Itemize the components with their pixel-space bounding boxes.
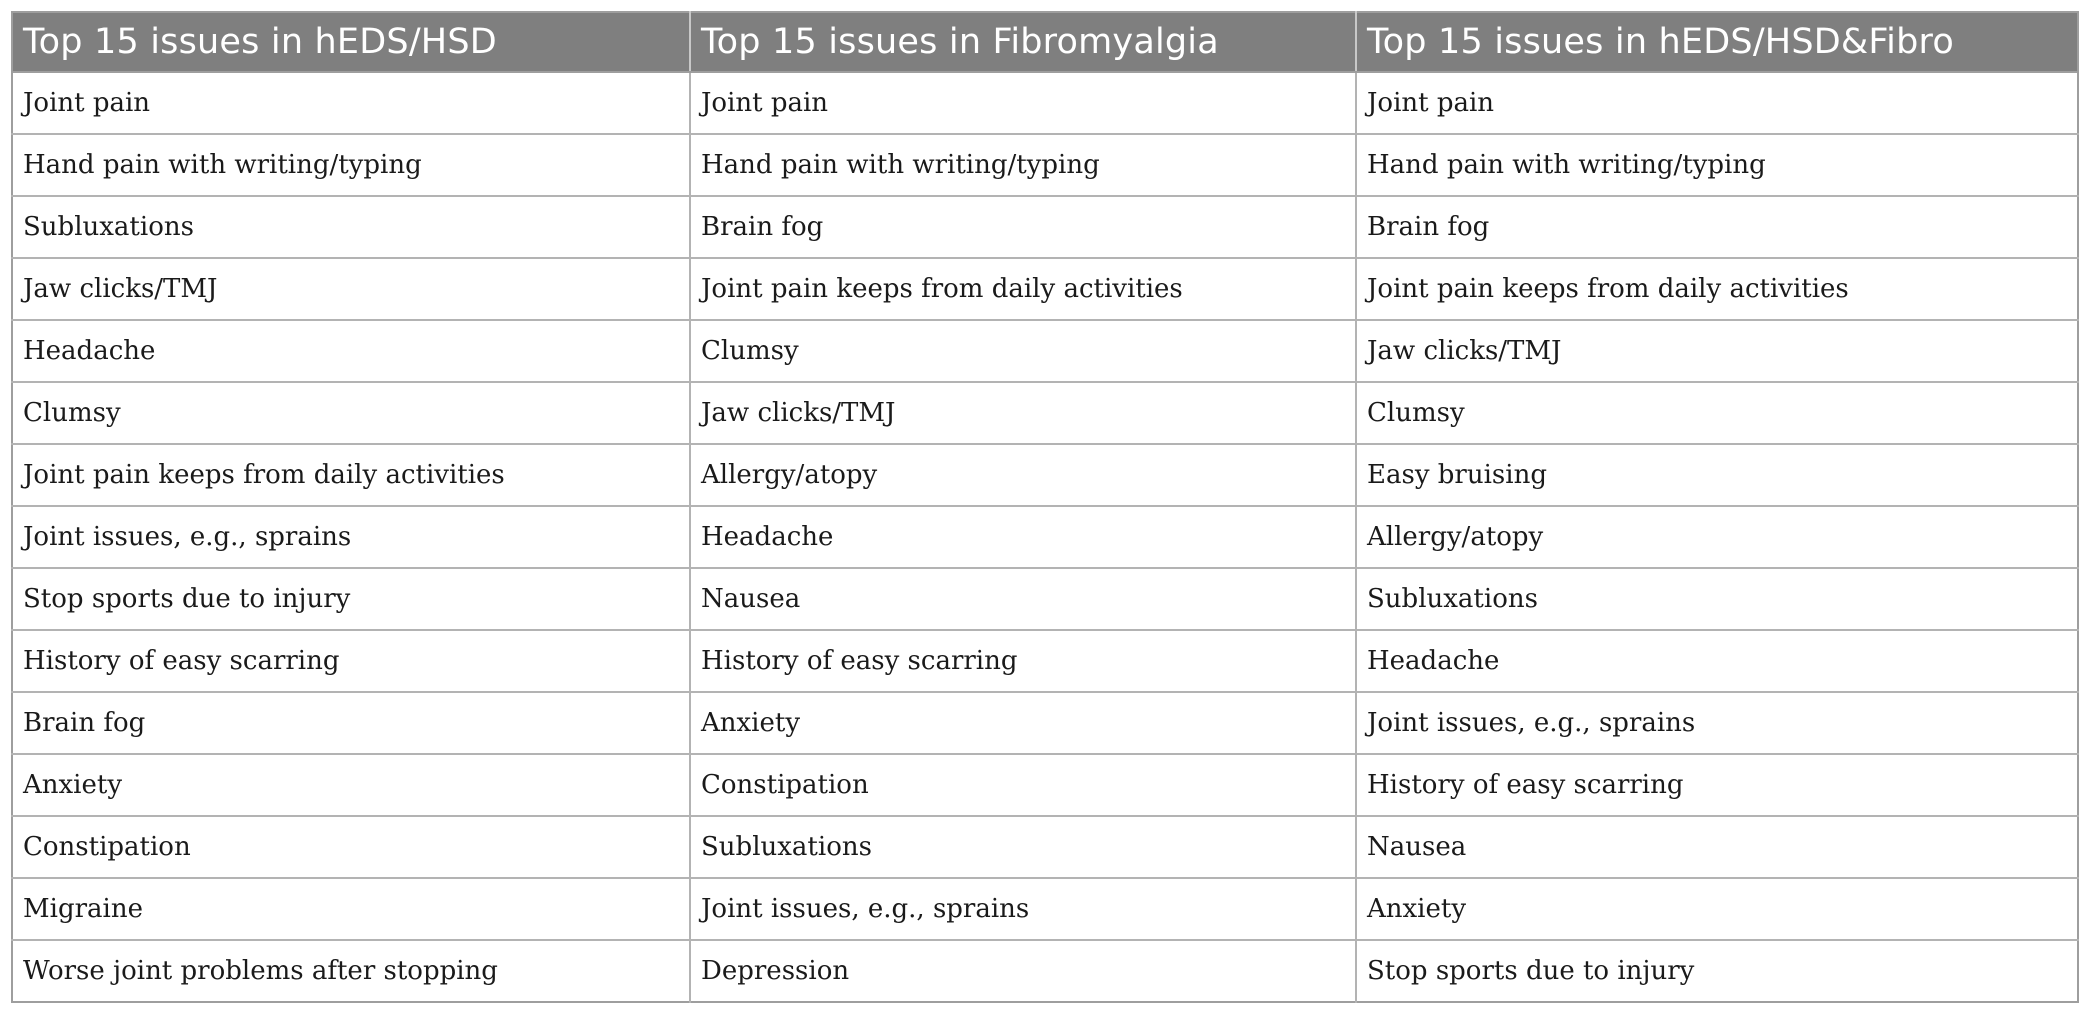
heds-hsd-fibro-cell: Anxiety xyxy=(1356,878,2078,940)
table-row xyxy=(12,692,2078,754)
heds-hsd-fibro-cell: Joint issues, e.g., sprains xyxy=(1356,692,2078,754)
table-row xyxy=(12,196,2078,258)
fibromyalgia-cell: Constipation xyxy=(690,754,1356,816)
heds-hsd-cell: Brain fog xyxy=(12,692,690,754)
heds-hsd-cell: Stop sports due to injury xyxy=(12,568,690,630)
table-row xyxy=(12,320,2078,382)
heds-hsd-fibro-cell: Hand pain with writing/typing xyxy=(1356,134,2078,196)
heds-hsd-cell: Subluxations xyxy=(12,196,690,258)
heds-hsd-fibro-cell: Allergy/atopy xyxy=(1356,506,2078,568)
table-row xyxy=(12,754,2078,816)
fibromyalgia-cell: Nausea xyxy=(690,568,1356,630)
header-heds-hsd: Top 15 issues in hEDS/HSD xyxy=(12,12,690,72)
heds-hsd-fibro-cell: Jaw clicks/TMJ xyxy=(1356,320,2078,382)
fibromyalgia-cell: Allergy/atopy xyxy=(690,444,1356,506)
heds-hsd-fibro-cell: Clumsy xyxy=(1356,382,2078,444)
table-row xyxy=(12,444,2078,506)
heds-hsd-cell: Anxiety xyxy=(12,754,690,816)
table-row xyxy=(12,940,2078,1002)
heds-hsd-cell: Joint pain xyxy=(12,72,690,134)
fibromyalgia-cell: Anxiety xyxy=(690,692,1356,754)
heds-hsd-cell: Jaw clicks/TMJ xyxy=(12,258,690,320)
fibromyalgia-cell: Hand pain with writing/typing xyxy=(690,134,1356,196)
heds-hsd-cell: Joint pain keeps from daily activities xyxy=(12,444,690,506)
fibromyalgia-cell: History of easy scarring xyxy=(690,630,1356,692)
fibromyalgia-cell: Joint issues, e.g., sprains xyxy=(690,878,1356,940)
heds-hsd-fibro-cell: Headache xyxy=(1356,630,2078,692)
heds-hsd-cell: Constipation xyxy=(12,816,690,878)
table-row xyxy=(12,382,2078,444)
heds-hsd-cell: Joint issues, e.g., sprains xyxy=(12,506,690,568)
table-row xyxy=(12,258,2078,320)
heds-hsd-fibro-cell: Joint pain xyxy=(1356,72,2078,134)
table-row xyxy=(12,506,2078,568)
fibromyalgia-cell: Jaw clicks/TMJ xyxy=(690,382,1356,444)
table-row xyxy=(12,878,2078,940)
table-header xyxy=(12,12,2078,72)
issues-table xyxy=(11,11,2079,1003)
fibromyalgia-cell: Depression xyxy=(690,940,1356,1002)
heds-hsd-fibro-cell: Joint pain keeps from daily activities xyxy=(1356,258,2078,320)
fibromyalgia-cell: Brain fog xyxy=(690,196,1356,258)
table-body xyxy=(12,72,2078,1002)
fibromyalgia-cell: Subluxations xyxy=(690,816,1356,878)
heds-hsd-cell: Worse joint problems after stopping xyxy=(12,940,690,1002)
issues-table-container xyxy=(11,11,2077,1003)
table-row xyxy=(12,134,2078,196)
heds-hsd-fibro-cell: Stop sports due to injury xyxy=(1367,956,1695,986)
fibromyalgia-cell: Joint pain keeps from daily activities xyxy=(690,258,1356,320)
heds-hsd-cell: Clumsy xyxy=(12,382,690,444)
fibromyalgia-cell: Joint pain xyxy=(690,72,1356,134)
header-fibromyalgia: Top 15 issues in Fibromyalgia xyxy=(690,12,1356,72)
heds-hsd-fibro-cell: Easy bruising xyxy=(1356,444,2078,506)
table-row xyxy=(12,72,2078,134)
header-heds-hsd-fibro: Top 15 issues in hEDS/HSD&Fibro xyxy=(1356,12,2078,72)
table-row xyxy=(12,816,2078,878)
heds-hsd-cell: Migraine xyxy=(12,878,690,940)
table-row xyxy=(12,568,2078,630)
heds-hsd-fibro-cell: Subluxations xyxy=(1356,568,2078,630)
heds-hsd-cell: Headache xyxy=(12,320,690,382)
heds-hsd-cell: History of easy scarring xyxy=(12,630,690,692)
heds-hsd-cell: Hand pain with writing/typing xyxy=(12,134,690,196)
fibromyalgia-cell: Headache xyxy=(690,506,1356,568)
heds-hsd-fibro-cell: Brain fog xyxy=(1356,196,2078,258)
heds-hsd-fibro-cell: Nausea xyxy=(1356,816,2078,878)
heds-hsd-fibro-cell: History of easy scarring xyxy=(1356,754,2078,816)
table-row xyxy=(12,630,2078,692)
fibromyalgia-cell: Clumsy xyxy=(690,320,1356,382)
header-row xyxy=(12,12,2078,72)
